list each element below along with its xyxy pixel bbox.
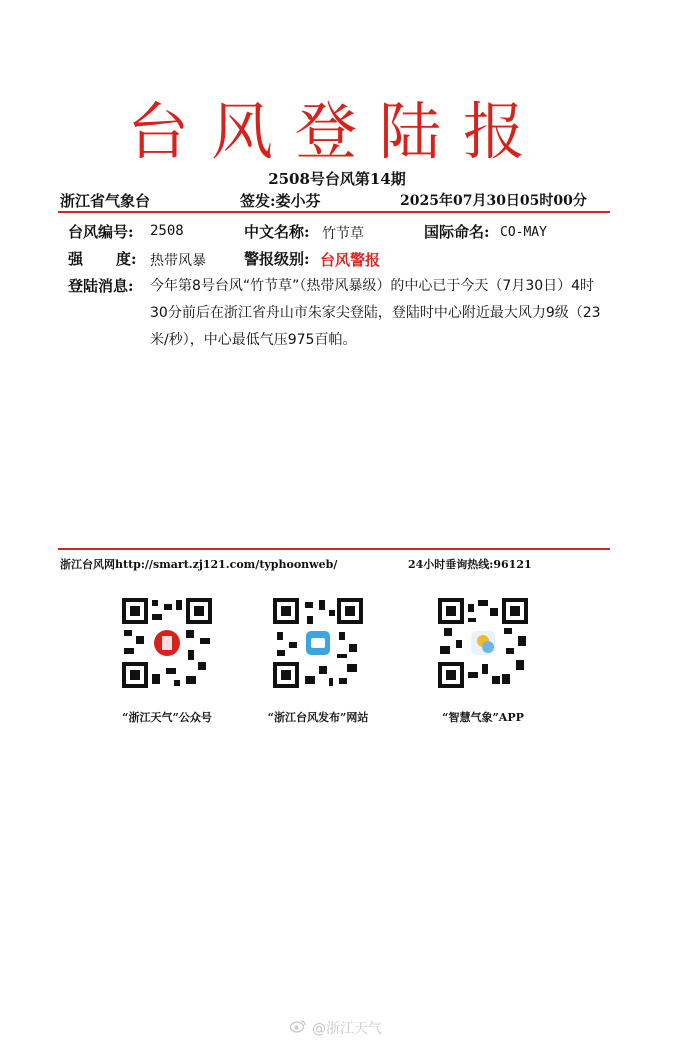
landfall-message: 今年第8号台风“竹节草”（热带风暴级）的中心已于今天（7月30日）4时30分前后在浙江省舟山市朱家尖登陆，登陆时中心附近最大风力9级（23米/秒），中心最低气压975百帕。 (150, 278, 601, 348)
intl-name-label: 国际命名: (424, 223, 490, 241)
strength-label-first: 强 (68, 250, 84, 268)
strength-value: 热带风暴 (150, 253, 206, 269)
qr-caption-wechat: “浙江天气”公众号 (122, 711, 212, 724)
issuing-org: 浙江省气象台 (60, 192, 151, 210)
strength-label-second: 度: (116, 250, 137, 268)
intl-name-value: CO-MAY (500, 225, 547, 240)
typhoon-number-label: 台风编号: (68, 223, 134, 241)
document-title: 台风登陆报 (126, 95, 547, 168)
watermark-text: @浙江天气 (312, 1021, 382, 1037)
qr-code-website-icon[interactable] (273, 598, 363, 688)
chinese-name-label: 中文名称: (244, 223, 310, 241)
qr-code-wechat-icon[interactable] (122, 598, 212, 688)
signer: 签发:娄小芬 (240, 192, 321, 210)
qr-caption-app: “智慧气象”APP (442, 711, 524, 724)
footer-divider (58, 548, 610, 550)
alert-level-label: 警报级别: (244, 250, 310, 268)
chinese-name-value: 竹节草 (322, 226, 364, 242)
landfall-label: 登陆消息: (68, 277, 134, 295)
qr-code-app-icon[interactable] (438, 598, 528, 688)
issue-number: 2508号台风第14期 (268, 170, 406, 188)
hotline-text: 24小时垂询热线:96121 (408, 558, 532, 571)
alert-level-value: 台风警报 (320, 251, 381, 269)
qr-caption-website: “浙江台风发布”网站 (267, 711, 369, 724)
header-divider (58, 211, 610, 213)
typhoon-number-value: 2508 (150, 223, 184, 239)
issue-datetime: 2025年07月30日05时00分 (400, 193, 587, 209)
website-link[interactable]: 浙江台风网http://smart.zj121.com/typhoonweb/ (60, 558, 338, 571)
weibo-icon (290, 1019, 306, 1033)
